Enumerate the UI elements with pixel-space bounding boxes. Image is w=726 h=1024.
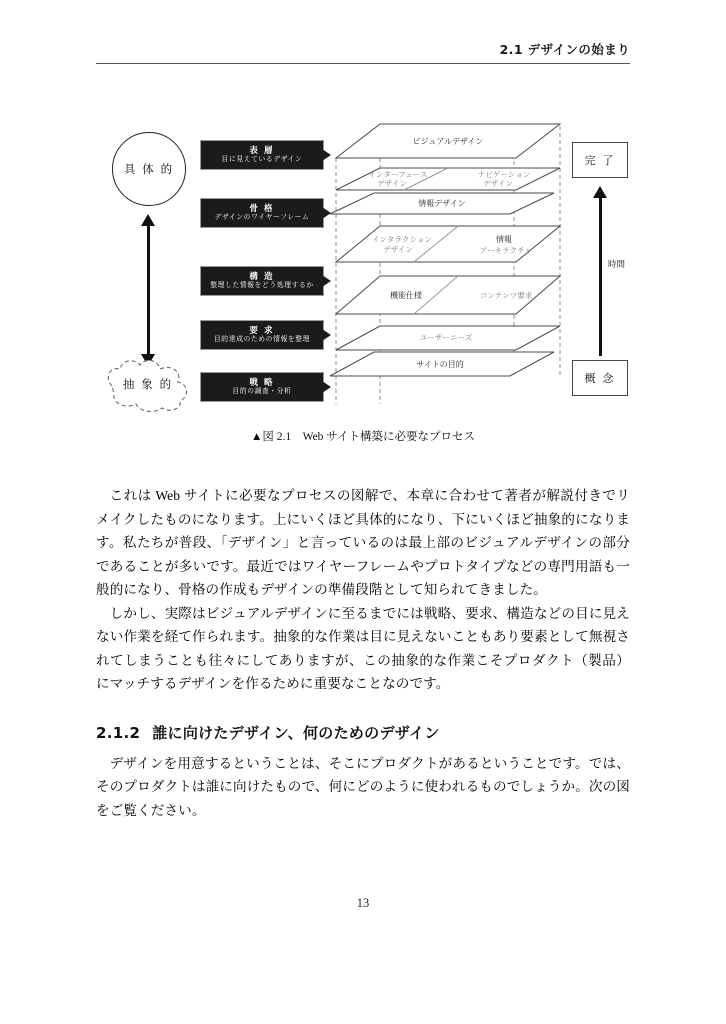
arrow-shaft bbox=[147, 224, 150, 356]
concept-label: 概 念 bbox=[584, 373, 616, 385]
svg-text:ユーザーニーズ: ユーザーニーズ bbox=[419, 333, 473, 342]
abstract-cloud bbox=[102, 356, 194, 412]
time-axis-label: 時間 bbox=[608, 259, 626, 269]
paragraph-2: しかし、実際はビジュアルデザインに至るまでには戦略、要求、構造などの目に見えない作業を経て作られます。抽象的な作業は目に見えないこともあり要素として無視されてしまうことも往々にしてありますが、この抽象的な作業こそプロダクト（製品）にマッチするデザインを作るために重要なことなのです。 bbox=[96, 605, 630, 691]
layer-chip-subtitle: 整理した情報をどう処理するか bbox=[210, 282, 314, 290]
plane-stack-svg bbox=[328, 118, 580, 410]
layer-chip-title: 骨 格 bbox=[249, 202, 275, 213]
svg-text:ナビゲーション: ナビゲーション bbox=[477, 170, 531, 179]
layer-chip-subtitle: 目的の調査・分析 bbox=[232, 388, 292, 396]
body-content bbox=[96, 484, 630, 822]
svg-text:機能仕様: 機能仕様 bbox=[390, 291, 422, 300]
concrete-label: 具 体 的 bbox=[123, 164, 175, 176]
isometric-plane-stack bbox=[328, 118, 580, 408]
figure-2-1 bbox=[96, 118, 630, 418]
arrow-shaft bbox=[599, 197, 602, 356]
svg-text:情報デザイン: 情報デザイン bbox=[418, 199, 466, 208]
layer-chip-strategy bbox=[200, 372, 324, 402]
section-title: 誰に向けたデザイン、何のためのデザイン bbox=[152, 723, 440, 742]
running-head: 2.1 デザインの始まり bbox=[499, 42, 630, 57]
svg-text:インタラクション: インタラクション bbox=[371, 235, 433, 244]
section-number: 2.1.2 bbox=[96, 723, 141, 742]
svg-text:ビジュアルデザイン: ビジュアルデザイン bbox=[412, 137, 484, 146]
layer-chip-surface bbox=[200, 140, 324, 170]
layer-chip-structure bbox=[200, 266, 324, 296]
layer-chip-title: 戦 略 bbox=[249, 376, 275, 387]
svg-text:サイトの目的: サイトの目的 bbox=[416, 360, 464, 369]
abstract-label: 抽 象 的 bbox=[122, 379, 174, 391]
time-axis-arrow bbox=[596, 186, 604, 356]
svg-text:アーキテクチャ: アーキテクチャ bbox=[479, 246, 533, 255]
svg-text:コンテンツ要求: コンテンツ要求 bbox=[479, 291, 533, 300]
layer-chip-skeleton bbox=[200, 198, 324, 228]
section-heading bbox=[96, 722, 630, 743]
page-number: 13 bbox=[356, 896, 370, 910]
completion-box bbox=[572, 142, 628, 178]
layer-chip-subtitle: デザインのワイヤーフレーム bbox=[214, 214, 310, 222]
svg-text:デザイン: デザイン bbox=[483, 179, 513, 188]
concept-box bbox=[572, 360, 628, 396]
concrete-circle bbox=[112, 132, 186, 206]
layer-chip-subtitle: 目的達成のための情報を整理 bbox=[213, 336, 311, 344]
layer-chip-scope bbox=[200, 320, 324, 350]
svg-text:インターフェース: インターフェース bbox=[368, 170, 428, 179]
svg-text:情報: 情報 bbox=[496, 235, 512, 244]
svg-text:デザイン: デザイン bbox=[377, 179, 407, 188]
figure-caption: ▲図 2.1 Web サイト構築に必要なプロセス bbox=[251, 431, 475, 443]
layer-chip-title: 構 造 bbox=[249, 270, 275, 281]
paragraph-1: これは Web サイトに必要なプロセスの図解で、本章に合わせて著者が解説付きでリメイクしたものになります。上にいくほど具体的になり、下にいくほど抽象的になります。私たちが普段、「デザイン」と言っているのは最上部のビジュアルデザインの部分であることが多いです。最近ではワイヤーフレームやプロトタイプなどの専門用語も一般的になり、骨格の作成もデザインの準備段階として知られてきました。 bbox=[96, 488, 630, 597]
completion-label: 完 了 bbox=[584, 155, 616, 167]
abstraction-axis-arrow bbox=[144, 214, 152, 366]
layer-chip-title: 要 求 bbox=[249, 324, 275, 335]
svg-text:デザイン: デザイン bbox=[383, 245, 413, 254]
paragraph-3: デザインを用意するということは、そこにプロダクトがあるということです。では、そのプロダクトは誰に向けたもので、何にどのように使われるものでしょうか。次の図をご覧ください。 bbox=[96, 755, 630, 818]
layer-chip-subtitle: 目に見えているデザイン bbox=[221, 156, 303, 164]
layer-chip-title: 表 層 bbox=[249, 144, 275, 155]
header-rule bbox=[96, 63, 630, 64]
